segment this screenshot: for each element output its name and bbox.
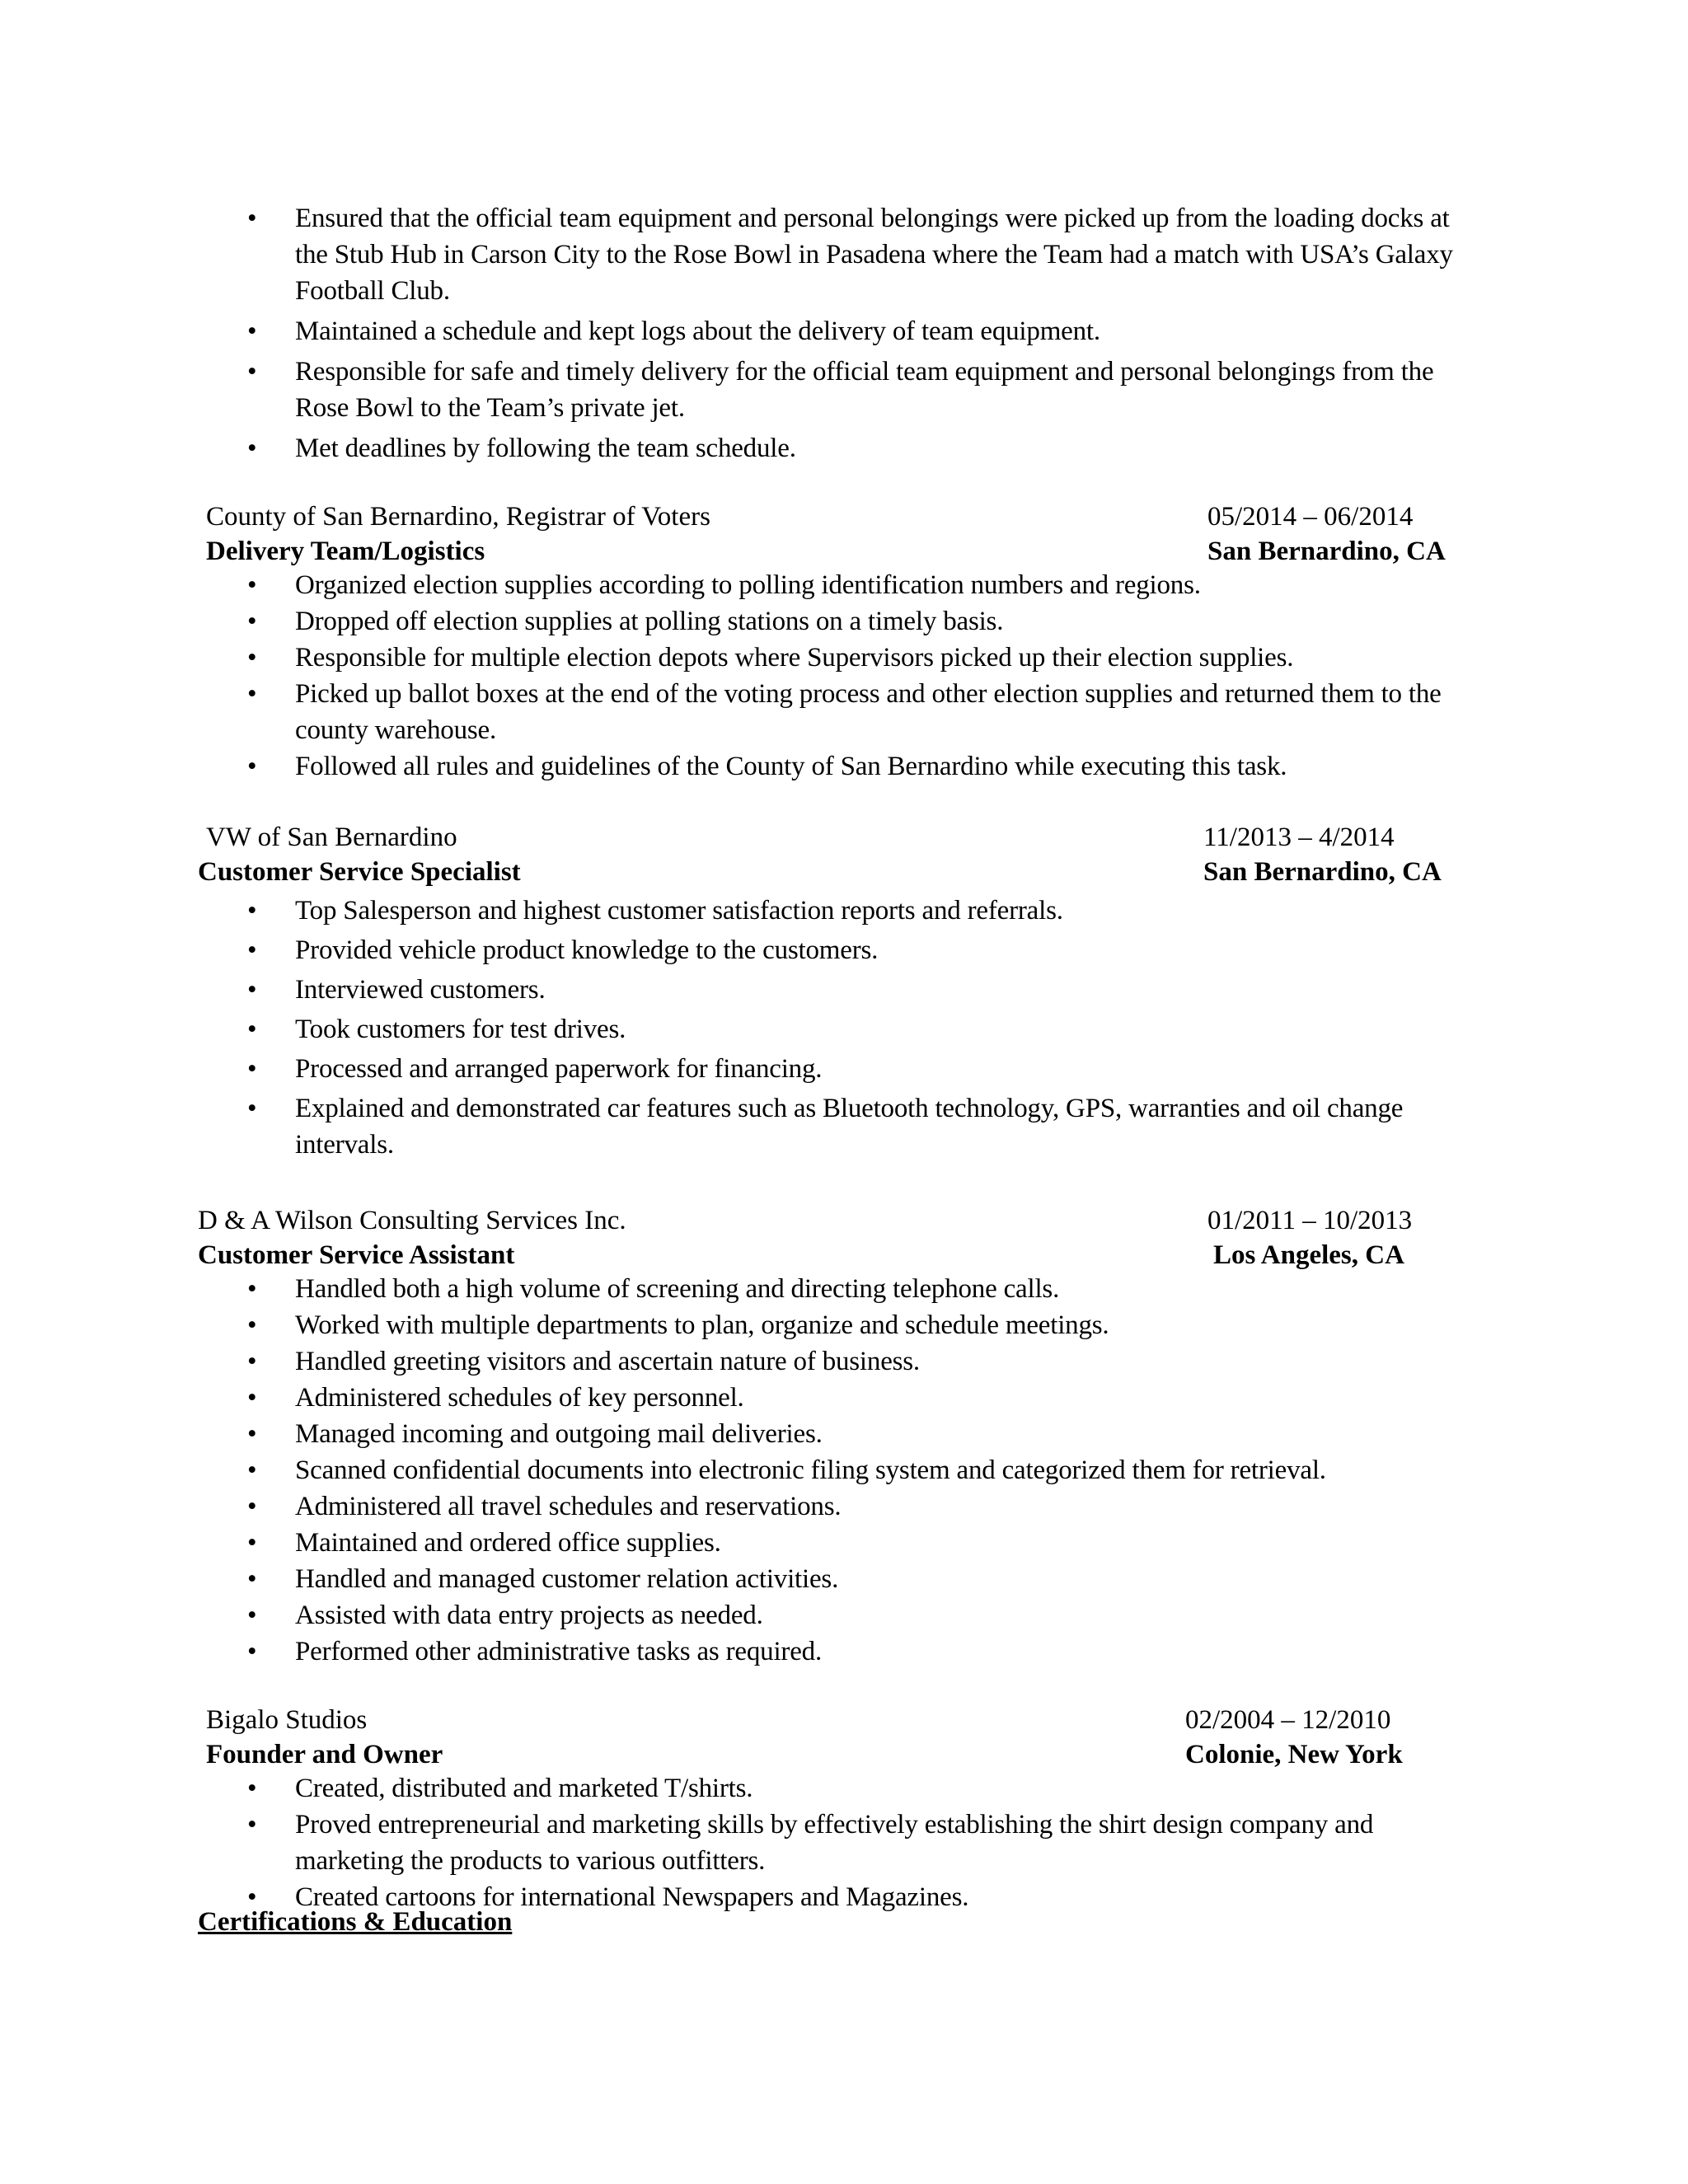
bullet-text: Explained and demonstrated car features such as Bluetooth technology, GPS, warranties and oil change intervals.	[295, 1094, 1404, 1160]
list-item	[198, 1011, 1484, 1047]
bullet-icon: •	[247, 1054, 257, 1084]
bullet-text: Managed incoming and outgoing mail deliveries.	[295, 1419, 823, 1449]
intro-bullets-block	[198, 200, 1484, 471]
bullet-text: Provided vehicle product knowledge to the customers.	[295, 935, 879, 965]
bullet-text: Scanned confidential documents into electronic filing system and categorized them for retrieval.	[295, 1455, 1326, 1485]
bullet-text: Created, distributed and marketed T/shirts.	[295, 1774, 753, 1803]
bullet-text: Handled both a high volume of screening and directing telephone calls.	[295, 1274, 1060, 1304]
job-title: Customer Service Assistant	[198, 1240, 515, 1270]
bullet-text: Proved entrepreneurial and marketing skills by effectively establishing the shirt design company and marketing the products to various outfitters.	[295, 1810, 1374, 1876]
bullet-icon: •	[247, 1492, 257, 1521]
bullet-text: Ensured that the official team equipment and personal belongings were picked up from the loading docks at the Stub Hub in Carson City to the Rose Bowl in Pasadena where the Team had a match with USA’s Galaxy Football Club.	[295, 204, 1453, 306]
bullet-icon: •	[247, 357, 257, 387]
bullet-icon: •	[247, 1455, 257, 1485]
bullet-icon: •	[247, 434, 257, 463]
job-bigalo-studios	[198, 1703, 1484, 1915]
bullet-text: Created cartoons for international Newspapers and Magazines.	[295, 1882, 969, 1912]
intro-bullet-list	[198, 200, 1484, 466]
bullet-text: Responsible for safe and timely delivery for the official team equipment and personal belongings from the Rose Bowl to the Team’s private jet.	[295, 357, 1434, 423]
bullet-icon: •	[247, 896, 257, 926]
job-dates: 02/2004 – 12/2010	[1185, 1705, 1391, 1735]
list-item	[198, 313, 1484, 349]
bullet-text: Maintained and ordered office supplies.	[295, 1528, 721, 1558]
list-item	[198, 1633, 1484, 1670]
job-header-row	[198, 820, 1484, 855]
bullet-icon: •	[247, 752, 257, 781]
job-vw-san-bernardino	[198, 820, 1484, 1166]
employer-name: County of San Bernardino, Registrar of Voters	[206, 502, 710, 532]
list-item	[198, 972, 1484, 1008]
list-item	[198, 893, 1484, 929]
bullet-icon: •	[247, 1347, 257, 1376]
job-location: San Bernardino, CA	[1207, 537, 1446, 566]
job-bullet-list	[198, 893, 1484, 1163]
list-item	[198, 1770, 1484, 1807]
list-item	[198, 1343, 1484, 1380]
list-item	[198, 640, 1484, 676]
list-item	[198, 748, 1484, 785]
employer-name: VW of San Bernardino	[206, 823, 457, 852]
list-item	[198, 430, 1484, 466]
bullet-text: Top Salesperson and highest customer satisfaction reports and referrals.	[295, 896, 1063, 926]
bullet-text: Worked with multiple departments to plan, organize and schedule meetings.	[295, 1310, 1109, 1340]
bullet-text: Handled and managed customer relation activities.	[295, 1564, 839, 1594]
bullet-text: Interviewed customers.	[295, 975, 546, 1005]
job-title: Customer Service Specialist	[198, 857, 521, 887]
job-bullet-list	[198, 1770, 1484, 1915]
bullet-icon: •	[247, 1637, 257, 1666]
bullet-icon: •	[247, 1094, 257, 1123]
list-item	[198, 1561, 1484, 1597]
job-bullet-list	[198, 1271, 1484, 1670]
bullet-text: Maintained a schedule and kept logs about the delivery of team equipment.	[295, 316, 1100, 346]
list-item	[198, 603, 1484, 640]
bullet-icon: •	[247, 204, 257, 233]
list-item	[198, 1271, 1484, 1307]
bullet-icon: •	[247, 1774, 257, 1803]
list-item	[198, 1380, 1484, 1416]
list-item	[198, 567, 1484, 603]
bullet-icon: •	[247, 679, 257, 709]
bullet-icon: •	[247, 1383, 257, 1413]
job-dates: 05/2014 – 06/2014	[1207, 502, 1414, 532]
bullet-icon: •	[247, 1419, 257, 1449]
job-bullet-list	[198, 567, 1484, 785]
list-item	[198, 1090, 1484, 1163]
bullet-icon: •	[247, 316, 257, 346]
bullet-text: Processed and arranged paperwork for financing.	[295, 1054, 823, 1084]
bullet-icon: •	[247, 570, 257, 600]
bullet-icon: •	[247, 1274, 257, 1304]
bullet-text: Handled greeting visitors and ascertain nature of business.	[295, 1347, 920, 1376]
list-item	[198, 1307, 1484, 1343]
job-title-row	[198, 1238, 1484, 1272]
list-item	[198, 200, 1484, 309]
bullet-icon: •	[247, 1810, 257, 1840]
bullet-icon: •	[247, 1528, 257, 1558]
bullet-icon: •	[247, 935, 257, 965]
bullet-icon: •	[247, 643, 257, 673]
list-item	[198, 1488, 1484, 1525]
job-da-wilson-consulting	[198, 1203, 1484, 1670]
job-location: Colonie, New York	[1185, 1740, 1403, 1769]
bullet-text: Took customers for test drives.	[295, 1015, 626, 1044]
job-header-row	[198, 1203, 1484, 1238]
list-item	[198, 1807, 1484, 1879]
job-dates: 11/2013 – 4/2014	[1203, 823, 1395, 852]
bullet-icon: •	[247, 1310, 257, 1340]
bullet-text: Met deadlines by following the team schedule.	[295, 434, 796, 463]
bullet-text: Responsible for multiple election depots where Supervisors picked up their election supplies.	[295, 643, 1294, 673]
list-item	[198, 932, 1484, 968]
bullet-text: Administered schedules of key personnel.	[295, 1383, 744, 1413]
list-item	[198, 676, 1484, 748]
bullet-icon: •	[247, 1882, 257, 1912]
list-item	[198, 1525, 1484, 1561]
bullet-text: Dropped off election supplies at polling stations on a timely basis.	[295, 607, 1004, 636]
job-header-row	[198, 1703, 1484, 1737]
job-header-row	[198, 499, 1484, 534]
job-location: Los Angeles, CA	[1213, 1240, 1404, 1270]
job-title: Delivery Team/Logistics	[206, 537, 485, 566]
list-item	[198, 354, 1484, 426]
bullet-text: Performed other administrative tasks as required.	[295, 1637, 823, 1666]
job-title-row	[198, 1737, 1484, 1772]
job-dates: 01/2011 – 10/2013	[1207, 1206, 1413, 1235]
job-title-row	[198, 534, 1484, 569]
employer-name: Bigalo Studios	[206, 1705, 368, 1735]
section-heading-certifications-education: Certifications & Education	[198, 1907, 513, 1937]
list-item	[198, 1051, 1484, 1087]
bullet-icon: •	[247, 607, 257, 636]
bullet-text: Organized election supplies according to polling identification numbers and regions.	[295, 570, 1201, 600]
list-item	[198, 1416, 1484, 1452]
list-item	[198, 1452, 1484, 1488]
bullet-icon: •	[247, 975, 257, 1005]
bullet-text: Assisted with data entry projects as needed.	[295, 1601, 763, 1630]
job-county-san-bernardino	[198, 499, 1484, 785]
bullet-text: Administered all travel schedules and reservations.	[295, 1492, 842, 1521]
job-title: Founder and Owner	[206, 1740, 443, 1769]
bullet-text: Picked up ballot boxes at the end of the voting process and other election supplies and returned them to the county warehouse.	[295, 679, 1442, 745]
job-title-row	[198, 855, 1484, 889]
job-location: San Bernardino, CA	[1203, 857, 1442, 887]
bullet-icon: •	[247, 1601, 257, 1630]
list-item	[198, 1597, 1484, 1633]
employer-name: D & A Wilson Consulting Services Inc.	[198, 1206, 626, 1235]
bullet-text: Followed all rules and guidelines of the County of San Bernardino while executing this task.	[295, 752, 1287, 781]
bullet-icon: •	[247, 1015, 257, 1044]
bullet-icon: •	[247, 1564, 257, 1594]
